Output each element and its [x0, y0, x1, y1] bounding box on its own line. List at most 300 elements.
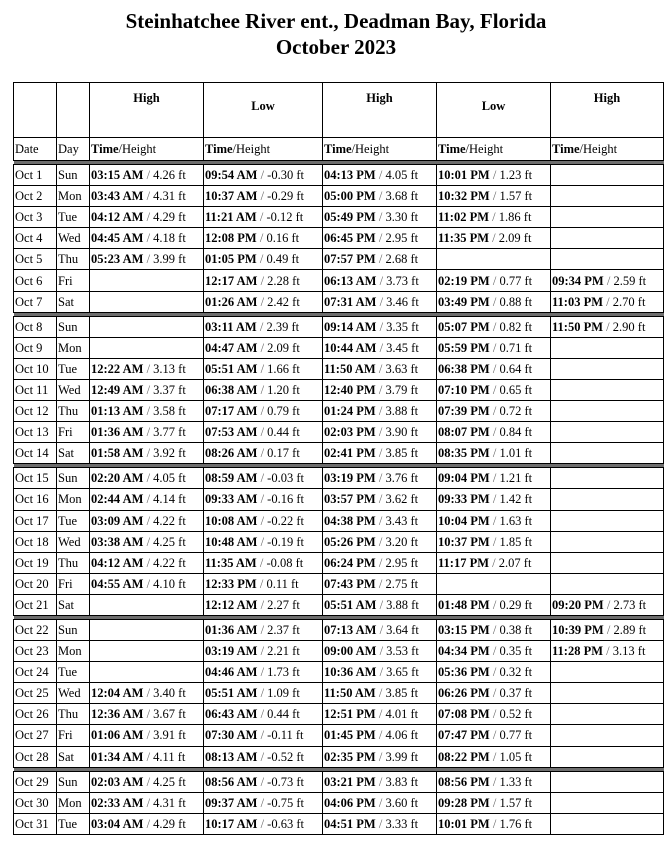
- tide-cell: [551, 358, 664, 379]
- tide-time: 03:09 AM: [91, 513, 144, 528]
- tide-time: 12:17 AM: [205, 273, 258, 288]
- header-slash: /: [351, 142, 356, 156]
- tide-separator: /: [492, 623, 497, 638]
- tide-cell: [90, 228, 204, 249]
- tide-table-header: [14, 83, 664, 161]
- tide-cell: [437, 443, 551, 464]
- tide-separator: /: [492, 425, 497, 440]
- tide-separator: /: [146, 795, 151, 810]
- tide-separator: /: [146, 492, 151, 507]
- tide-cell: [204, 207, 323, 228]
- date-cell: Oct 7: [14, 291, 57, 312]
- date-cell: Oct 25: [14, 683, 57, 704]
- tide-height: 4.05 ft: [385, 168, 419, 183]
- tide-cell: [437, 401, 551, 422]
- tide-height: 3.20 ft: [385, 534, 419, 549]
- tide-cell: [551, 379, 664, 400]
- tide-separator: /: [378, 210, 383, 225]
- header-time: Time: [552, 142, 580, 156]
- tide-time: 11:50 AM: [324, 686, 376, 701]
- tide-cell: [90, 316, 204, 337]
- tide-time: 07:10 PM: [438, 382, 490, 397]
- tide-height: -0.16 ft: [267, 492, 304, 507]
- date-cell: Oct 19: [14, 552, 57, 573]
- tide-separator: /: [492, 749, 497, 764]
- tide-separator: /: [260, 686, 265, 701]
- tide-height: 3.58 ft: [153, 404, 186, 419]
- tide-time: 12:22 AM: [91, 361, 144, 376]
- tide-cell: [437, 552, 551, 573]
- date-cell: Oct 31: [14, 813, 57, 834]
- tide-separator: /: [378, 492, 383, 507]
- tide-cell: [551, 186, 664, 207]
- tide-cell: [323, 291, 437, 312]
- tide-cell: [90, 270, 204, 291]
- tide-separator: /: [260, 795, 265, 810]
- tide-time: 12:08 PM: [205, 231, 257, 246]
- tide-cell: [204, 552, 323, 573]
- tide-separator: /: [260, 425, 265, 440]
- tide-cell: [437, 510, 551, 531]
- tide-height: 1.66 ft: [267, 361, 300, 376]
- tide-time: 01:36 AM: [205, 623, 258, 638]
- tide-height: 0.17 ft: [267, 446, 300, 461]
- header-date-blank: [14, 83, 57, 138]
- tide-separator: /: [146, 231, 151, 246]
- tide-height: 2.59 ft: [613, 273, 647, 288]
- tide-cell: [551, 510, 664, 531]
- tide-time: 03:11 AM: [205, 319, 257, 334]
- table-row: [14, 641, 664, 662]
- tide-height: 4.31 ft: [153, 189, 186, 204]
- tide-separator: /: [378, 816, 383, 831]
- tide-height: 0.64 ft: [499, 361, 533, 376]
- tide-separator: /: [492, 446, 497, 461]
- tide-time: 10:44 AM: [324, 340, 377, 355]
- tide-cell: [323, 552, 437, 573]
- tide-cell: [323, 641, 437, 662]
- date-cell: Oct 1: [14, 165, 57, 186]
- day-cell: Sun: [57, 468, 90, 489]
- tide-height: 3.92 ft: [153, 446, 186, 461]
- tide-separator: /: [378, 795, 383, 810]
- tide-height: 2.89 ft: [613, 623, 647, 638]
- tide-height: 1.05 ft: [499, 749, 533, 764]
- tide-height: 1.63 ft: [499, 513, 533, 528]
- tide-time: 11:03 PM: [552, 294, 604, 309]
- tide-separator: /: [378, 189, 383, 204]
- tide-cell: [323, 228, 437, 249]
- tide-separator: /: [606, 644, 610, 659]
- tide-cell: [204, 291, 323, 312]
- tide-height: 0.29 ft: [499, 597, 533, 612]
- tide-separator: /: [260, 749, 265, 764]
- day-cell: Tue: [57, 813, 90, 834]
- tide-height: 3.43 ft: [385, 513, 419, 528]
- day-cell: Tue: [57, 662, 90, 683]
- tide-height: 3.13 ft: [153, 361, 186, 376]
- tide-time: 03:49 PM: [438, 294, 490, 309]
- tide-time: 09:20 PM: [552, 597, 604, 612]
- tide-cell: [551, 594, 664, 615]
- date-cell: Oct 17: [14, 510, 57, 531]
- table-row: [14, 358, 664, 379]
- tide-time: 05:49 PM: [324, 210, 376, 225]
- tide-cell: [323, 746, 437, 767]
- tide-separator: /: [259, 576, 264, 591]
- tide-height: 2.28 ft: [267, 273, 300, 288]
- tide-cell: [90, 291, 204, 312]
- day-cell: Tue: [57, 358, 90, 379]
- tide-cell: [437, 813, 551, 834]
- tide-cell: [437, 422, 551, 443]
- tide-cell: [204, 186, 323, 207]
- month-label: October 2023: [275, 35, 397, 59]
- tide-cell: [323, 379, 437, 400]
- tide-separator: /: [260, 623, 265, 638]
- tide-cell: [90, 641, 204, 662]
- tide-height: 4.05 ft: [153, 471, 186, 486]
- tide-cell: [90, 337, 204, 358]
- tide-time: 03:21 PM: [324, 774, 376, 789]
- tide-cell: [323, 573, 437, 594]
- date-cell: Oct 15: [14, 468, 57, 489]
- date-cell: Oct 3: [14, 207, 57, 228]
- tide-cell: [90, 489, 204, 510]
- tide-cell: [323, 725, 437, 746]
- tide-time: 09:28 PM: [438, 795, 490, 810]
- tide-time: 10:37 PM: [438, 534, 490, 549]
- tide-height: 0.88 ft: [499, 294, 533, 309]
- tide-height: 2.70 ft: [612, 294, 646, 309]
- tide-separator: /: [492, 728, 497, 743]
- tide-separator: /: [260, 513, 265, 528]
- day-cell: Fri: [57, 573, 90, 594]
- tide-separator: /: [260, 774, 265, 789]
- tide-cell: [437, 771, 551, 792]
- date-cell: Oct 12: [14, 401, 57, 422]
- tide-time: 09:33 AM: [205, 492, 258, 507]
- tide-cell: [204, 683, 323, 704]
- tide-separator: /: [146, 728, 151, 743]
- header-time-height: [90, 138, 204, 161]
- tide-time: 09:14 AM: [324, 319, 377, 334]
- day-cell: Thu: [57, 401, 90, 422]
- tide-height: 1.33 ft: [499, 774, 533, 789]
- tide-cell: [204, 316, 323, 337]
- tide-cell: [437, 291, 551, 312]
- tide-time: 03:43 AM: [91, 189, 144, 204]
- tide-time: 01:58 AM: [91, 446, 144, 461]
- tide-height: -0.03 ft: [267, 471, 304, 486]
- tide-time: 12:04 AM: [91, 686, 144, 701]
- tide-separator: /: [146, 168, 151, 183]
- table-row: [14, 207, 664, 228]
- tide-height: 2.39 ft: [266, 319, 300, 334]
- tide-separator: /: [146, 774, 151, 789]
- tide-cell: [204, 270, 323, 291]
- tide-time: 07:31 AM: [324, 294, 377, 309]
- tide-time: 04:47 AM: [205, 340, 258, 355]
- date-cell: Oct 5: [14, 249, 57, 270]
- tide-height: 4.29 ft: [153, 210, 186, 225]
- tide-cell: [204, 228, 323, 249]
- table-row: [14, 746, 664, 767]
- tide-separator: /: [146, 471, 151, 486]
- header-slash: /: [118, 142, 123, 156]
- day-cell: Sat: [57, 291, 90, 312]
- tide-time: 10:17 AM: [205, 816, 258, 831]
- tide-separator: /: [378, 513, 383, 528]
- tide-separator: /: [378, 774, 383, 789]
- tide-height: 4.25 ft: [153, 534, 186, 549]
- date-cell: Oct 8: [14, 316, 57, 337]
- tide-cell: [204, 422, 323, 443]
- tide-cell: [204, 746, 323, 767]
- tide-separator: /: [379, 340, 384, 355]
- tide-time: 02:19 PM: [438, 273, 490, 288]
- tide-separator: /: [378, 686, 383, 701]
- tide-time: 11:02 PM: [438, 210, 490, 225]
- tide-separator: /: [379, 319, 384, 334]
- tide-separator: /: [146, 555, 151, 570]
- table-row: [14, 468, 664, 489]
- tide-cell: [437, 619, 551, 640]
- tide-separator: /: [492, 189, 497, 204]
- header-time: Time: [438, 142, 466, 156]
- tide-cell: [90, 594, 204, 615]
- tide-time: 11:35 PM: [438, 231, 490, 246]
- tide-separator: /: [146, 576, 151, 591]
- tide-height: 4.22 ft: [153, 555, 186, 570]
- tide-separator: /: [379, 294, 384, 309]
- tide-cell: [90, 725, 204, 746]
- tide-height: 0.11 ft: [266, 576, 299, 591]
- tide-time: 06:13 AM: [324, 273, 377, 288]
- tide-cell: [437, 489, 551, 510]
- tide-cell: [437, 379, 551, 400]
- tide-height: 1.86 ft: [498, 210, 532, 225]
- tide-separator: /: [260, 816, 265, 831]
- tide-cell: [551, 771, 664, 792]
- tide-time: 05:59 PM: [438, 340, 490, 355]
- tide-cell: [204, 165, 323, 186]
- tide-cell: [90, 813, 204, 834]
- tide-separator: /: [492, 382, 497, 397]
- tide-time: 05:51 AM: [205, 686, 258, 701]
- tide-time: 11:21 AM: [205, 210, 257, 225]
- tide-separator: /: [146, 816, 151, 831]
- table-row: [14, 573, 664, 594]
- tide-height: 3.60 ft: [385, 795, 419, 810]
- tide-cell: [204, 358, 323, 379]
- tide-separator: /: [492, 816, 497, 831]
- tide-cell: [551, 270, 664, 291]
- tide-separator: /: [492, 686, 497, 701]
- table-row: [14, 270, 664, 291]
- tide-separator: /: [146, 404, 151, 419]
- tide-separator: /: [378, 534, 383, 549]
- tide-height: 2.27 ft: [267, 597, 300, 612]
- day-cell: Mon: [57, 489, 90, 510]
- tide-separator: /: [146, 686, 151, 701]
- tide-cell: [204, 641, 323, 662]
- tide-time: 02:33 AM: [91, 795, 144, 810]
- tide-separator: /: [378, 446, 383, 461]
- tide-cell: [204, 662, 323, 683]
- tide-height: -0.08 ft: [266, 555, 304, 570]
- tide-time: 08:22 PM: [438, 749, 490, 764]
- table-row: [14, 813, 664, 834]
- tide-time: 11:50 PM: [552, 319, 604, 334]
- tide-cell: [323, 186, 437, 207]
- tide-separator: /: [492, 231, 496, 246]
- table-row: [14, 291, 664, 312]
- day-cell: Sat: [57, 594, 90, 615]
- tide-separator: /: [146, 361, 151, 376]
- tide-cell: [204, 489, 323, 510]
- tide-separator: /: [492, 795, 497, 810]
- tide-height: 3.91 ft: [153, 728, 186, 743]
- tide-time: 04:38 PM: [324, 513, 376, 528]
- tide-height: 3.62 ft: [385, 492, 419, 507]
- day-cell: Wed: [57, 379, 90, 400]
- tide-time: 04:12 AM: [91, 210, 144, 225]
- tide-height: 1.20 ft: [267, 382, 300, 397]
- tide-time: 10:39 PM: [552, 623, 604, 638]
- tide-time: 12:12 AM: [205, 597, 258, 612]
- tide-time: 11:28 PM: [552, 644, 604, 659]
- day-cell: Wed: [57, 531, 90, 552]
- tide-cell: [90, 704, 204, 725]
- table-row: [14, 771, 664, 792]
- tide-time: 09:54 AM: [205, 168, 258, 183]
- tide-separator: /: [260, 404, 265, 419]
- tide-cell: [323, 704, 437, 725]
- tide-cell: [90, 573, 204, 594]
- tide-time: 01:06 AM: [91, 728, 144, 743]
- tide-time: 10:32 PM: [438, 189, 490, 204]
- tide-cell: [90, 379, 204, 400]
- tide-separator: /: [606, 597, 611, 612]
- tide-height: 3.53 ft: [386, 644, 419, 659]
- tide-cell: [204, 337, 323, 358]
- tide-cell: [204, 249, 323, 270]
- tide-separator: /: [378, 471, 383, 486]
- date-cell: Oct 26: [14, 704, 57, 725]
- tide-time: 02:35 PM: [324, 749, 376, 764]
- tide-cell: [437, 662, 551, 683]
- tide-height: 2.37 ft: [267, 623, 300, 638]
- tide-separator: /: [379, 665, 384, 680]
- tide-time: 10:01 PM: [438, 168, 490, 183]
- tide-height: 3.35 ft: [386, 319, 419, 334]
- tide-cell: [204, 443, 323, 464]
- tide-time: 08:26 AM: [205, 446, 258, 461]
- tide-cell: [551, 468, 664, 489]
- tide-separator: /: [379, 644, 384, 659]
- tide-separator: /: [146, 446, 151, 461]
- tide-separator: /: [379, 273, 384, 288]
- tide-cell: [204, 619, 323, 640]
- day-cell: Thu: [57, 552, 90, 573]
- tide-time: 01:05 PM: [205, 252, 257, 267]
- tide-time: 07:30 AM: [205, 728, 258, 743]
- tide-cell: [551, 207, 664, 228]
- header-group-row: [14, 83, 664, 138]
- tide-separator: /: [146, 252, 151, 267]
- tide-time: 10:08 AM: [205, 513, 258, 528]
- tide-height: -0.75 ft: [267, 795, 304, 810]
- date-cell: Oct 28: [14, 746, 57, 767]
- tide-cell: [437, 358, 551, 379]
- tide-height: 2.73 ft: [613, 597, 647, 612]
- tide-cell: [90, 249, 204, 270]
- tide-cell: [323, 401, 437, 422]
- tide-cell: [437, 792, 551, 813]
- tide-height: 0.77 ft: [499, 273, 533, 288]
- date-cell: Oct 29: [14, 771, 57, 792]
- date-cell: Oct 27: [14, 725, 57, 746]
- table-row: [14, 683, 664, 704]
- tide-cell: [90, 746, 204, 767]
- tide-height: 0.79 ft: [267, 404, 300, 419]
- tide-cell: [204, 531, 323, 552]
- tide-height: 3.65 ft: [386, 665, 419, 680]
- tide-height: 1.42 ft: [499, 492, 533, 507]
- tide-height: -0.30 ft: [267, 168, 304, 183]
- table-row: [14, 443, 664, 464]
- tide-cell: [551, 813, 664, 834]
- tide-time: 08:35 PM: [438, 446, 490, 461]
- date-cell: Oct 22: [14, 619, 57, 640]
- table-row: [14, 165, 664, 186]
- tide-separator: /: [492, 471, 497, 486]
- tide-separator: /: [146, 189, 151, 204]
- tide-cell: [323, 249, 437, 270]
- station-name: Steinhatchee River ent., Deadman Bay, Florida: [125, 9, 547, 33]
- tide-time: 08:59 AM: [205, 471, 258, 486]
- tide-height: -0.73 ft: [267, 774, 304, 789]
- tide-separator: /: [260, 707, 265, 722]
- tide-time: 11:50 AM: [324, 361, 376, 376]
- tide-time: 04:55 AM: [91, 576, 144, 591]
- tide-height: 4.06 ft: [385, 728, 419, 743]
- tide-cell: [437, 207, 551, 228]
- tide-time: 03:04 AM: [91, 816, 144, 831]
- tide-height: 1.76 ft: [499, 816, 533, 831]
- tide-time: 05:26 PM: [324, 534, 376, 549]
- date-cell: Oct 10: [14, 358, 57, 379]
- tide-cell: [551, 422, 664, 443]
- tide-separator: /: [260, 446, 265, 461]
- tide-separator: /: [492, 513, 497, 528]
- table-row: [14, 619, 664, 640]
- tide-height: 3.90 ft: [385, 425, 419, 440]
- tide-height: 0.65 ft: [499, 382, 533, 397]
- tide-height: 0.52 ft: [499, 707, 533, 722]
- tide-separator: /: [260, 644, 265, 659]
- day-cell: Mon: [57, 792, 90, 813]
- day-cell: Thu: [57, 704, 90, 725]
- header-high-3: High: [551, 83, 664, 138]
- tide-height: 0.35 ft: [499, 644, 533, 659]
- tide-height: 0.37 ft: [499, 686, 533, 701]
- tide-cell: [204, 379, 323, 400]
- tide-cell: [551, 531, 664, 552]
- tide-cell: [204, 725, 323, 746]
- tide-cell: [90, 468, 204, 489]
